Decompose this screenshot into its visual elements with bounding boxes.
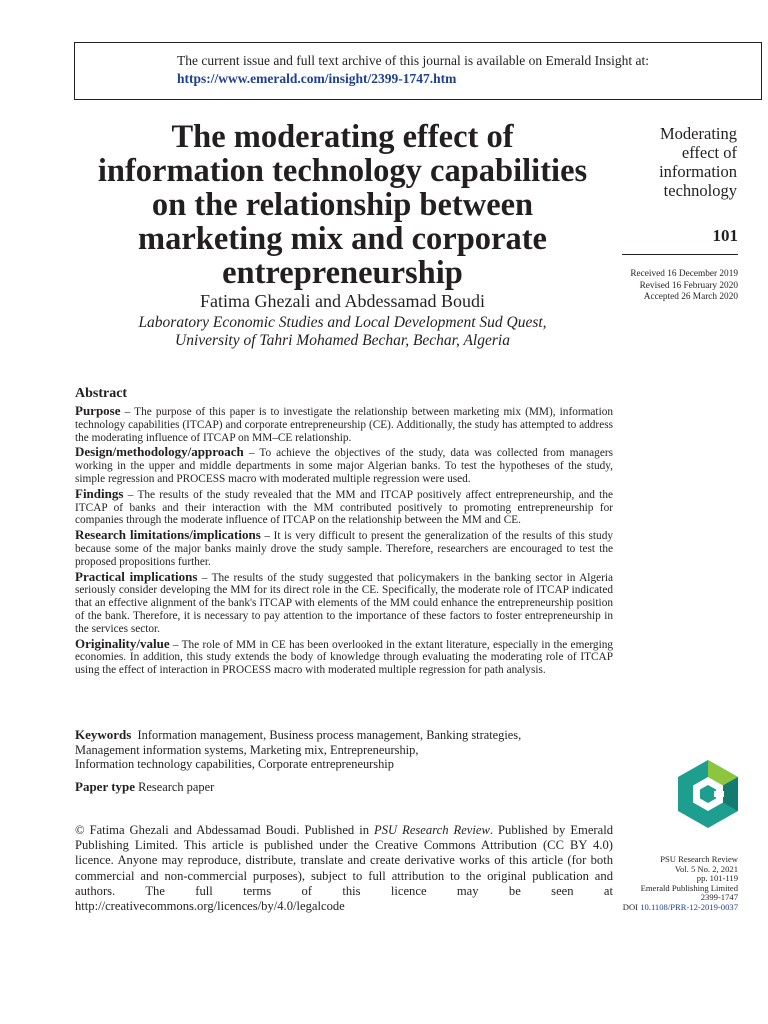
- abstract-practical: Practical implications – The results of the study suggested that policymakers in the banking sector in Algeria seriously consider developing the MM for its direct role in the CE. Specifically, the moderate role of ITCAP indicated that an effective alignment of the bank's ITCAP with elements of the MM could enhance the entrepreneurship position of the bank. Therefore, it is necessary to pay attention to the importance of these factors to foster entrepreneurship in the services sector.: [75, 568, 614, 635]
- journal-pages: pp. 101-119: [696, 873, 738, 884]
- accepted-date: Accepted 26 March 2020: [643, 292, 738, 302]
- authors-line: [90, 290, 595, 312]
- authors-and: and: [314, 291, 341, 311]
- running-title-line: effect of: [681, 143, 737, 162]
- received-date: Received 16 December 2019: [630, 269, 738, 279]
- emerald-crossref-logo-icon: [674, 758, 742, 830]
- running-title-line: Moderating: [660, 124, 737, 143]
- abstract-purpose: Purpose – The purpose of this paper is to investigate the relationship between marketing mix (MM), information technology capabilities (ITCAP) and corporate entrepreneurship (CE). Additionally, the study has attempted to address the moderating influence of ITCAP on MM–CE relationship.: [75, 403, 614, 444]
- author-1: Fatima Ghezali: [200, 291, 311, 311]
- journal-name: PSU Research Review: [660, 854, 738, 864]
- license-text: © Fatima Ghezali and Abdessamad Boudi. Published in PSU Research Review. Published by Emerald Publishing Limited. This article is published under the Creative Commons Attribution (CC BY 4.0) licence. Anyone may reproduce, distribute, translate and create derivative works of this article (for both commercial and non-commercial purposes), subject to full attribution to the original publication and authors. The full terms of this licence may be seen at http://creativecommons.org/licences/by/4.0/legalcode: [75, 823, 613, 914]
- affiliation-line-1: Laboratory Economic Studies and Local Development Sud Quest,: [138, 314, 547, 331]
- paper-type: [75, 779, 615, 795]
- keywords-line-1: Information management, Business process management, Banking strategies,: [137, 728, 522, 742]
- abstract-body: [75, 405, 613, 679]
- sidebar-divider: [622, 254, 738, 255]
- keywords-line-2: Management information systems, Marketing mix, Entrepreneurship,: [75, 742, 419, 757]
- revised-date: Revised 16 February 2020: [639, 280, 738, 291]
- author-2: Abdessamad Boudi: [344, 291, 485, 311]
- notice-text: The current issue and full text archive of this journal is available on Emerald Insight at:: [177, 53, 649, 68]
- doi-link[interactable]: 10.1108/PRR-12-2019-0037: [640, 901, 738, 912]
- keywords-line-3: Information technology capabilities, Corporate entrepreneurship: [75, 757, 394, 772]
- article-title: The moderating effect of information technology capabilities on the relationship between marketing mix and corporate entrepreneurship: [97, 119, 588, 291]
- abstract-originality: Originality/value – The role of MM in CE has been overlooked in the extant literature, especially in the emerging economies. In addition, this study extends the body of knowledge through evaluating the moderating role of ITCAP using the effect of interaction in PROCESS macro with moderated multiple regression for path analysis.: [75, 635, 614, 677]
- license-journal-name: PSU Research Review: [374, 823, 490, 837]
- affiliation: [90, 314, 595, 350]
- abstract-findings: Findings – The results of the study revealed that the MM and ITCAP positively affect entrepreneurship, and the ITCAP of banks and their interaction with the MM contributed positively to promoting entrepreneurship for companies through the moderate influence of ITCAP on the relationship between the MM and CE.: [75, 485, 613, 527]
- journal-url-link[interactable]: https://www.emerald.com/insight/2399-1747.htm: [177, 71, 457, 86]
- affiliation-line-2: University of Tahri Mohamed Bechar, Bechar, Algeria: [175, 332, 510, 349]
- keywords: [75, 728, 615, 772]
- abstract-limitations: Research limitations/implications – It is very difficult to present the generalization of the results of this study because some of the major banks mainly drove the study sample. Therefore, researchers are encouraged to test the proposed propositions further.: [75, 527, 613, 568]
- keywords-label: Keywords: [75, 727, 132, 742]
- journal-info: [600, 855, 738, 913]
- journal-publisher: Emerald Publishing Limited: [640, 882, 738, 893]
- paper-type-value: Research paper: [138, 780, 215, 794]
- running-title: [600, 124, 737, 200]
- journal-issn: 2399-1747: [700, 892, 738, 903]
- journal-notice-box: [74, 42, 762, 100]
- page-number: 101: [712, 226, 738, 245]
- abstract-design: Design/methodology/approach – To achieve the objectives of the study, data was collected from managers working in the upper and middle departments in some major Algerian banks. To test the hypotheses of the study, simple regression and PROCESS macro with moderated multiple regression were used.: [75, 444, 613, 485]
- journal-doi: DOI 10.1108/PRR-12-2019-0037: [622, 901, 738, 912]
- journal-volume: Vol. 5 No. 2, 2021: [674, 863, 738, 874]
- paper-type-label: Paper type: [75, 779, 136, 794]
- abstract-heading: Abstract: [75, 386, 128, 401]
- article-dates: [600, 269, 738, 304]
- running-title-line: information: [659, 162, 737, 181]
- running-title-line: technology: [663, 181, 737, 200]
